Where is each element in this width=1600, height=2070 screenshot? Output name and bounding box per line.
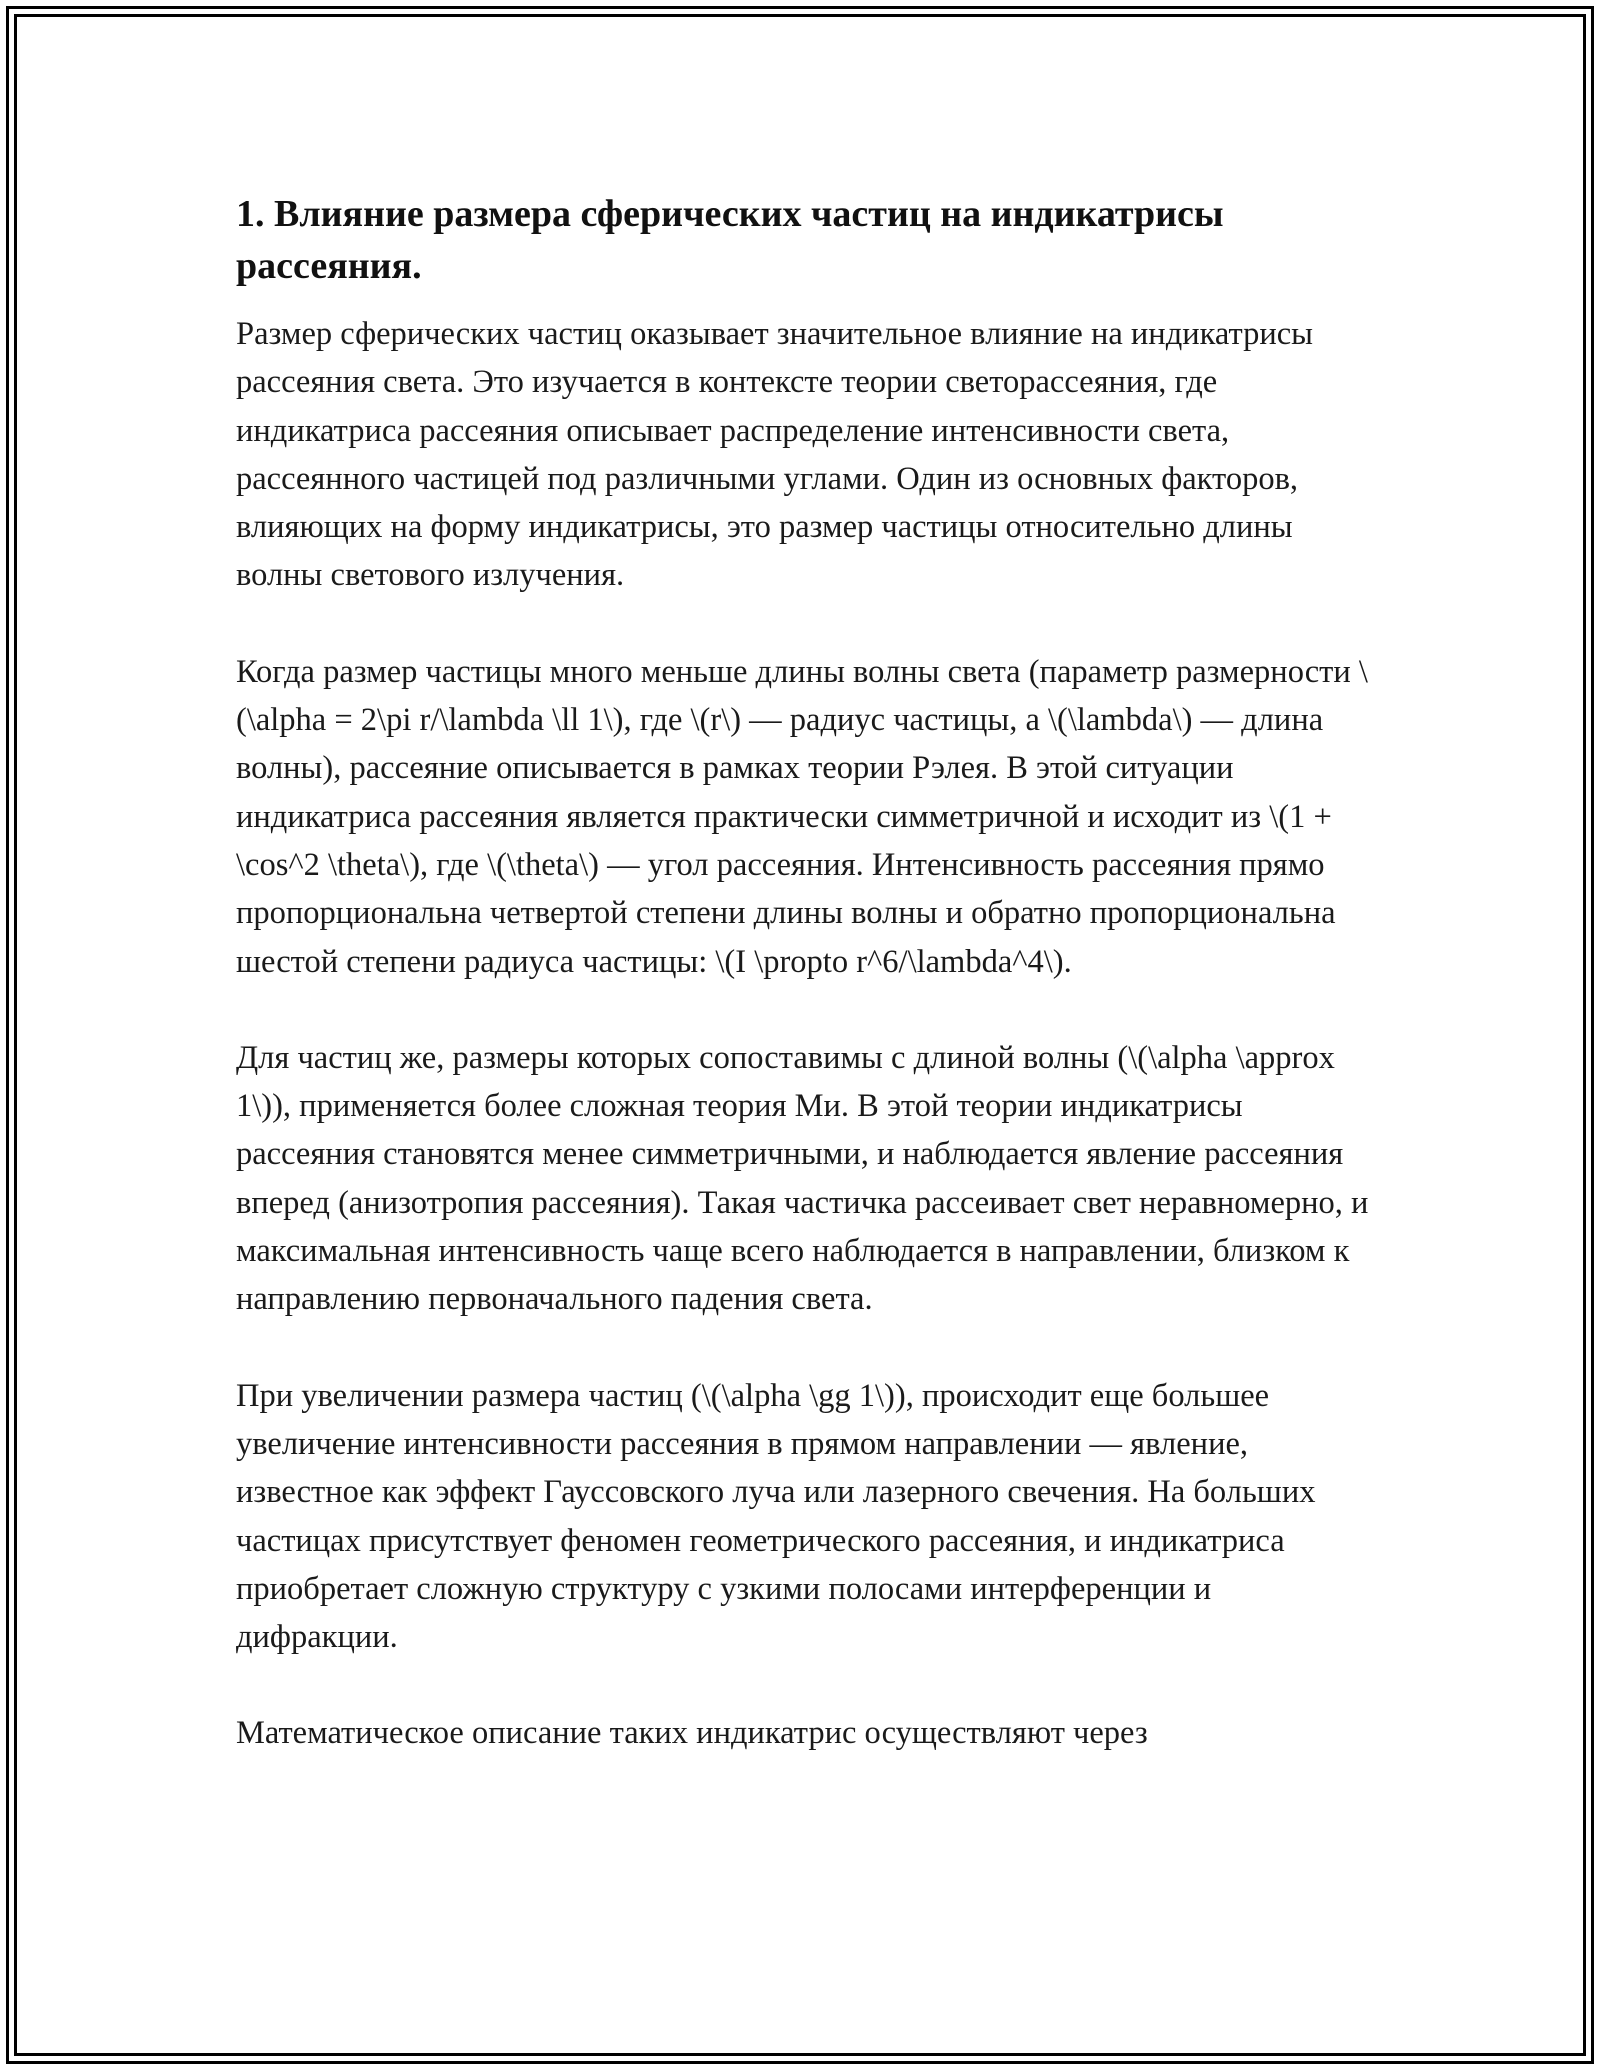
paragraph-math-description: Математическое описание таких индикатрис осуществляют через xyxy=(236,1715,1148,1752)
section-heading: 1. Влияние размера сферических частиц на индикатрисы рассеяния. xyxy=(236,193,1224,287)
paragraph-mie: Для частиц же, размеры которых сопоставимы с длиной волны (\(\alpha \approx 1\)), применяется более сложная теория Ми. В этой теории индикатрисы рассеяния становятся менее симметричными, и наблюдается явление рассеяния вперед (анизотропия рассеяния). Такая частичка рассеивает свет неравномерно, и максимальная интенсивность чаще всего наблюдается в направлении, близком к направлению первоначального падения света. xyxy=(236,1039,1369,1318)
paragraph-large-particles: При увеличении размера частиц (\(\alpha \gg 1\)), происходит еще большее увеличение интенсивности рассеяния в прямом направлении — явление, известное как эффект Гауссовского луча или лазерного свечения. На больших частицах присутствует феномен геометрического рассеяния, и индикатриса приобретает сложную структуру с узкими полосами интерференции и дифракции. xyxy=(236,1377,1316,1656)
document-body xyxy=(236,188,1376,1758)
paragraph-rayleigh: Когда размер частицы много меньше длины волны света (параметр размерности \(\alpha = 2\pi r/\lambda \ll 1\), где \(r\) — радиус частицы, а \(\lambda\) — длина волны), рассеяние описывается в рамках теории Рэлея. В этой ситуации индикатриса рассеяния является практически симметричной и исходит из \(1 + \cos^2 \theta\), где \(\theta\) — угол рассеяния. Интенсивность рассеяния прямо пропорциональна четвертой степени длины волны и обратно пропорциональна шестой степени радиуса частицы: \(I \propto r^6/\lambda^4\). xyxy=(236,653,1368,980)
paragraph-intro: Размер сферических частиц оказывает значительное влияние на индикатрисы рассеяния света. Это изучается в контексте теории светорассеяния, где индикатриса рассеяния описывает распределение интенсивности света, рассеянного частицей под различными углами. Один из основных факторов, влияющих на форму индикатрисы, это размер частицы относительно длины волны светового излучения. xyxy=(236,316,1314,594)
